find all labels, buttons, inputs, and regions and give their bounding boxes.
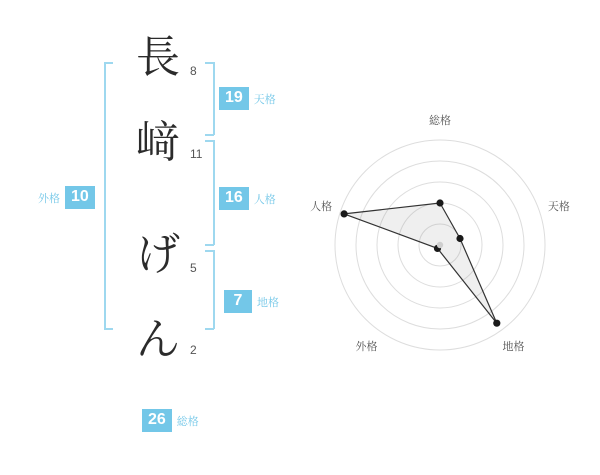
score-soukaku <box>142 409 199 432</box>
score-jinkaku-label: 人格 <box>253 192 276 206</box>
tenkaku-bracket-bottom <box>205 134 214 136</box>
score-soukaku-value: 26 <box>142 409 172 432</box>
jinkaku-bracket-vertical <box>213 140 215 245</box>
tenkaku-bracket-vertical <box>213 62 215 135</box>
axis-label-tenkaku: 天格 <box>547 200 570 214</box>
name-char-4: ん <box>136 314 180 365</box>
score-gaikaku-value: 10 <box>65 186 95 209</box>
radar-center-dot <box>437 242 443 248</box>
radar-point-1 <box>456 235 463 242</box>
score-jinkaku-value: 16 <box>219 187 249 210</box>
name-panel <box>0 0 300 470</box>
radar-point-4 <box>341 210 348 217</box>
stroke-count-4: 2 <box>190 343 197 357</box>
score-jinkaku <box>219 187 276 210</box>
chikaku-bracket-vertical <box>213 250 215 329</box>
name-char-1: 長 <box>136 32 180 83</box>
axis-label-jinkaku: 人格 <box>310 200 333 214</box>
tenkaku-bracket-top <box>205 62 214 64</box>
axis-label-gaikaku: 外格 <box>355 340 378 354</box>
name-char-3: げ <box>136 229 180 280</box>
score-chikaku-label: 地格 <box>257 295 279 309</box>
stroke-count-3: 5 <box>190 261 197 275</box>
radar-chart <box>300 0 600 470</box>
name-char-2: 﨑 <box>136 117 180 168</box>
stroke-count-2: 11 <box>190 147 203 161</box>
gaikaku-bracket-top <box>104 62 113 64</box>
stroke-count-1: 8 <box>190 64 197 78</box>
score-chikaku-value: 7 <box>224 290 252 313</box>
radar-point-0 <box>436 199 443 206</box>
radar-chart-svg <box>300 0 600 470</box>
score-tenkaku-label: 天格 <box>253 92 276 106</box>
gaikaku-bracket-vertical <box>104 62 106 329</box>
axis-label-soukaku: 総格 <box>429 114 451 127</box>
score-tenkaku <box>219 87 276 110</box>
radar-point-2 <box>493 320 500 327</box>
chikaku-bracket-top <box>205 250 214 252</box>
score-gaikaku <box>38 186 95 209</box>
score-gaikaku-label: 外格 <box>38 191 60 205</box>
score-tenkaku-value: 19 <box>219 87 249 110</box>
gaikaku-bracket-bottom <box>104 328 113 330</box>
jinkaku-bracket-bottom <box>205 244 214 246</box>
axis-label-chikaku: 地格 <box>502 340 525 354</box>
score-chikaku <box>224 290 279 313</box>
chikaku-bracket-bottom <box>205 328 214 330</box>
jinkaku-bracket-top <box>205 140 214 142</box>
score-soukaku-label: 総格 <box>176 414 199 428</box>
